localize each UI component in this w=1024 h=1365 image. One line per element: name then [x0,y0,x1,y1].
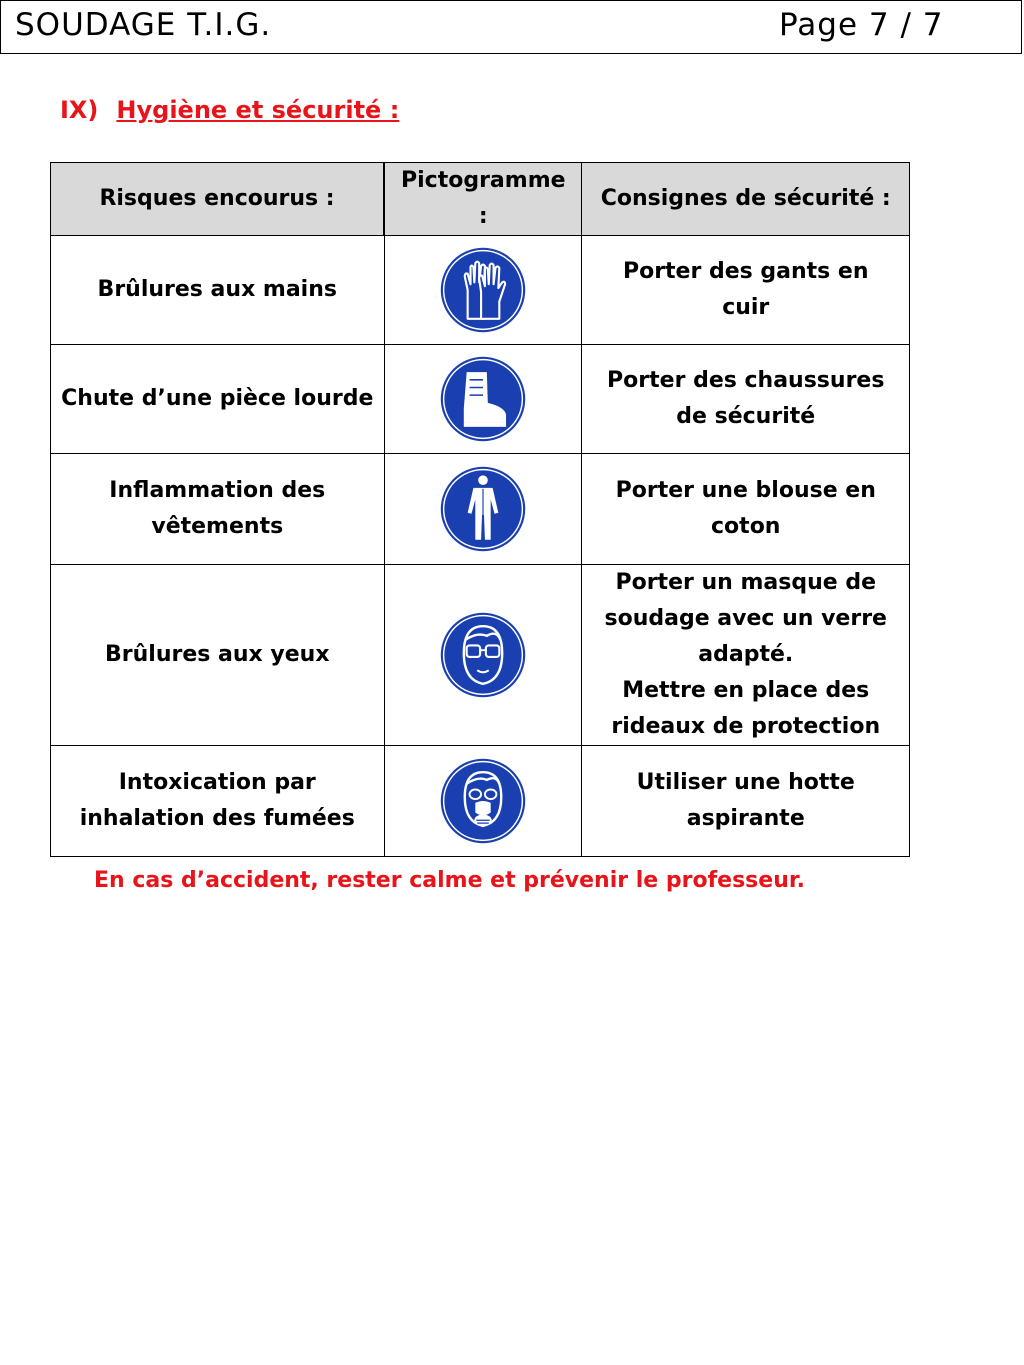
accident-note: En cas d’accident, rester calme et prévenir le professeur. [94,868,805,893]
page-number: Page 7 / 7 [779,7,944,43]
section-heading [60,96,399,124]
instruction-line: adapté. [698,642,794,667]
document-title: SOUDAGE T.I.G. [15,7,272,43]
instruction-cell [582,345,910,454]
column-header-pictogram: Pictogramme : [384,163,582,236]
instruction-line: aspirante [686,806,805,831]
risk-cell: Brûlures aux mains [51,236,385,345]
table-row [51,565,910,746]
risk-line: inhalation des fumées [79,806,355,831]
instruction-cell [582,236,910,345]
respirator-icon [435,753,531,849]
section-title: Hygiène et sécurité : [116,96,400,124]
instruction-line: rideaux de protection [611,714,881,739]
instruction-cell [582,565,910,746]
risk-cell: Brûlures aux yeux [51,565,385,746]
pictogram-cell [384,236,582,345]
instruction-line: Utiliser une hotte [636,770,855,795]
table-row [51,236,910,345]
protective-clothing-icon [435,461,531,557]
safety-boot-icon [435,351,531,447]
safety-table [50,162,910,857]
risk-line: vêtements [151,514,284,539]
instruction-line: cuir [722,295,770,320]
risk-line: Inflammation des [109,478,326,503]
table-row [51,345,910,454]
page-header [0,0,1022,54]
risk-cell [51,454,385,565]
instruction-line: Porter des gants en [622,259,869,284]
table-header-row [51,163,910,236]
instruction-cell [582,454,910,565]
pictogram-cell [384,454,582,565]
table-row [51,454,910,565]
risk-cell [51,746,385,857]
instruction-line: coton [711,514,781,539]
instruction-line: Mettre en place des [622,678,870,703]
risk-cell: Chute d’une pièce lourde [51,345,385,454]
section-number: IX) [60,96,99,124]
instruction-line: de sécurité [676,404,816,429]
pictogram-cell [384,746,582,857]
risk-line: Intoxication par [118,770,316,795]
instruction-cell [582,746,910,857]
column-header-risks: Risques encourus : [51,163,385,236]
eye-protection-icon [435,607,531,703]
gloves-icon [435,242,531,338]
instruction-line: Porter un masque de [615,570,877,595]
instruction-line: soudage avec un verre [604,606,887,631]
table-row [51,746,910,857]
column-header-instructions: Consignes de sécurité : [582,163,910,236]
instruction-line: Porter des chaussures [607,368,885,393]
pictogram-cell [384,345,582,454]
pictogram-cell [384,565,582,746]
instruction-line: Porter une blouse en [615,478,876,503]
